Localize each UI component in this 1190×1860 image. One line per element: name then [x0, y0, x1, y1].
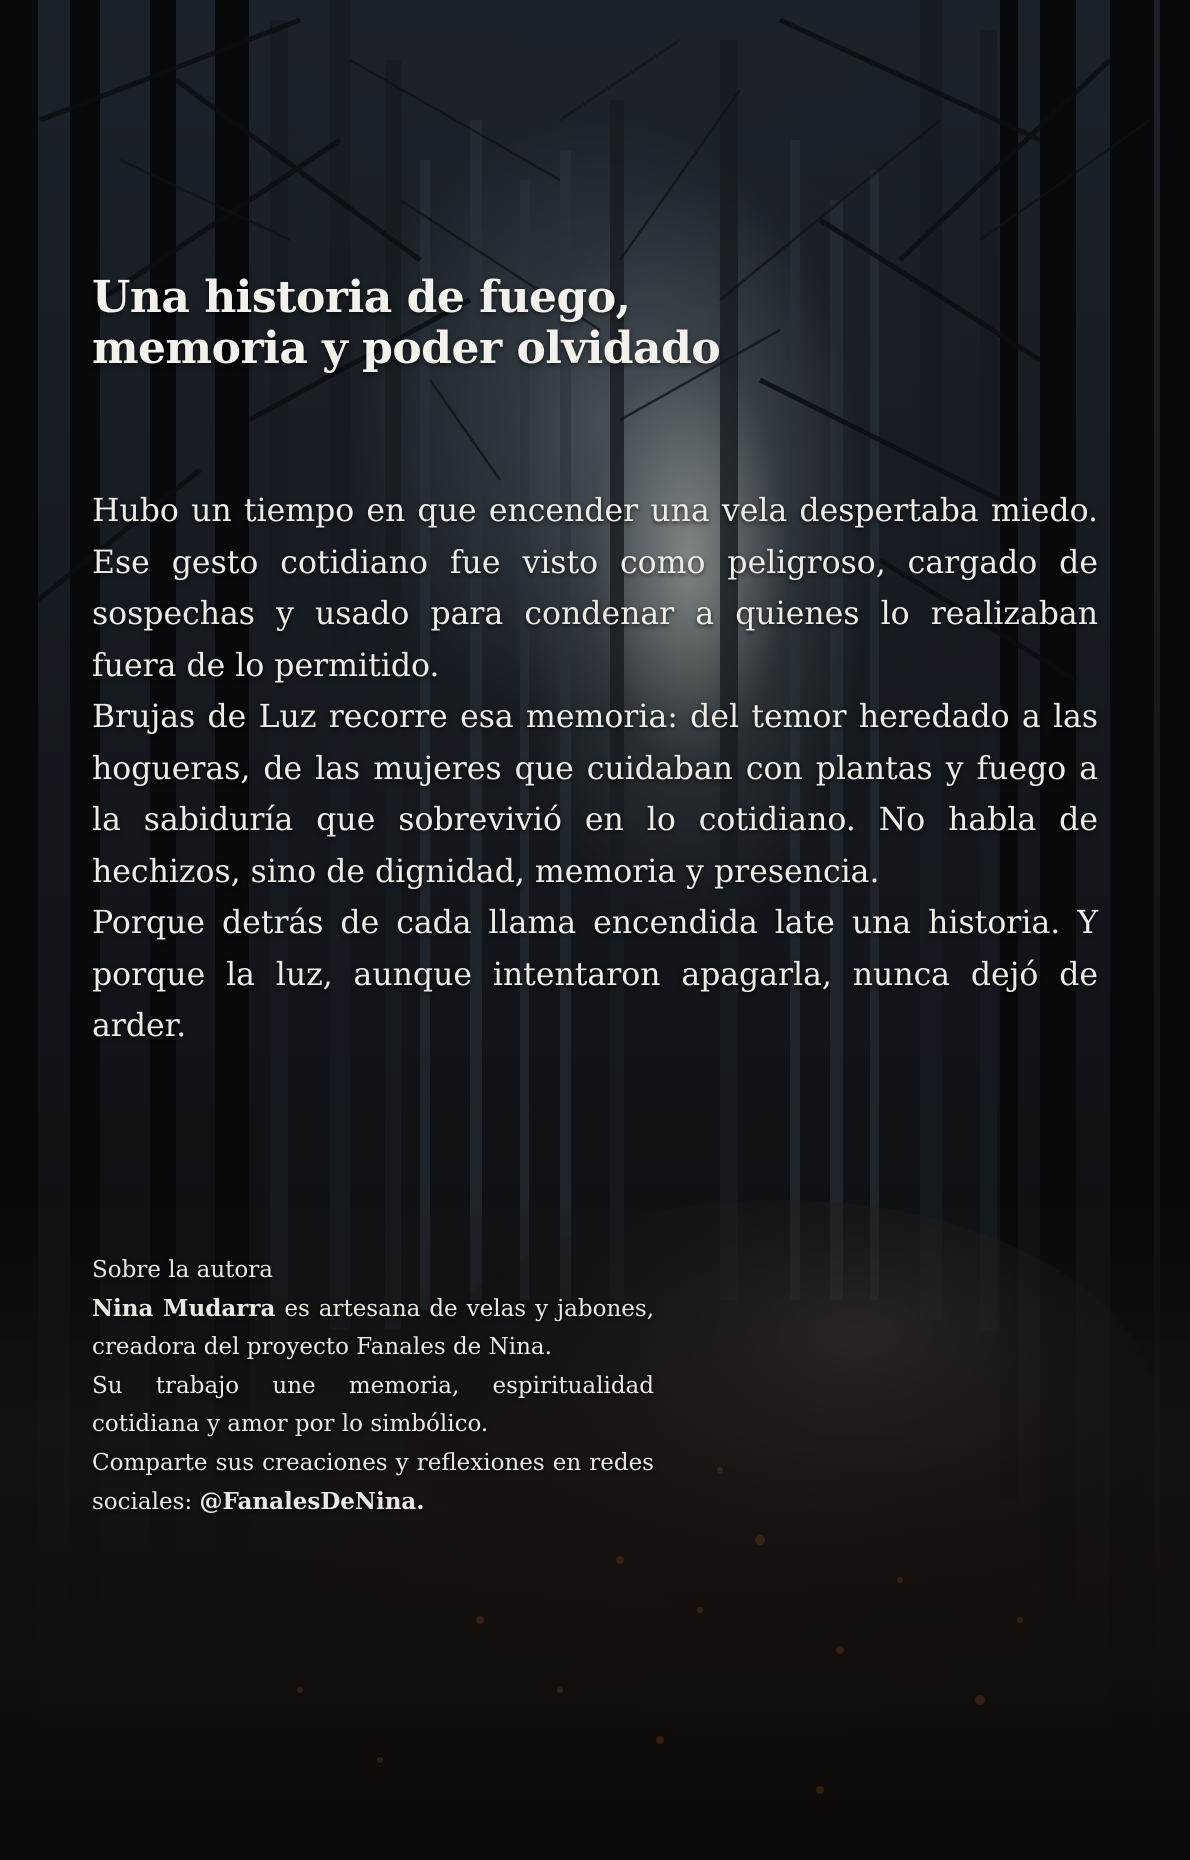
blurb-paragraph: Porque detrás de cada llama encendida late una historia. Y porque la luz, aunque intentaron apagarla, nunca dejó de arder. [92, 905, 1098, 1044]
author-work: Su trabajo une memoria, espiritualidad cotidiana y amor por lo simbólico. [92, 1372, 654, 1438]
book-blurb [92, 486, 1098, 1053]
title-line-2: memoria y poder olvidado [92, 323, 721, 374]
title-line-1: Una historia de fuego, [92, 272, 631, 323]
blurb-paragraph: Brujas de Luz recorre esa memoria: del temor heredado a las hogueras, de las mujeres que cuidaban con plantas y fuego a la sabiduría que sobrevivió en lo cotidiano. No habla de hechizos, sino de dignidad, memoria y presencia. [92, 699, 1098, 890]
author-name: Nina Mudarra [92, 1294, 276, 1322]
author-intro-text: es artesana de velas y jabones, creadora del proyecto Fanales de Nina. [92, 1295, 655, 1361]
author-social-text: Comparte sus creaciones y reflexiones en redes sociales: [92, 1449, 654, 1515]
author-intro [92, 1290, 654, 1367]
author-bio-heading: Sobre la autora [92, 1257, 273, 1283]
author-social [92, 1444, 654, 1521]
blurb-paragraph: Hubo un tiempo en que encender una vela despertaba miedo. Ese gesto cotidiano fue visto como peligroso, cargado de sospechas y usado para condenar a quienes lo realizaban fuera de lo permitido. [92, 493, 1098, 684]
page-title [92, 272, 792, 374]
author-bio [92, 1251, 654, 1521]
author-social-handle: @FanalesDeNina. [199, 1487, 425, 1515]
